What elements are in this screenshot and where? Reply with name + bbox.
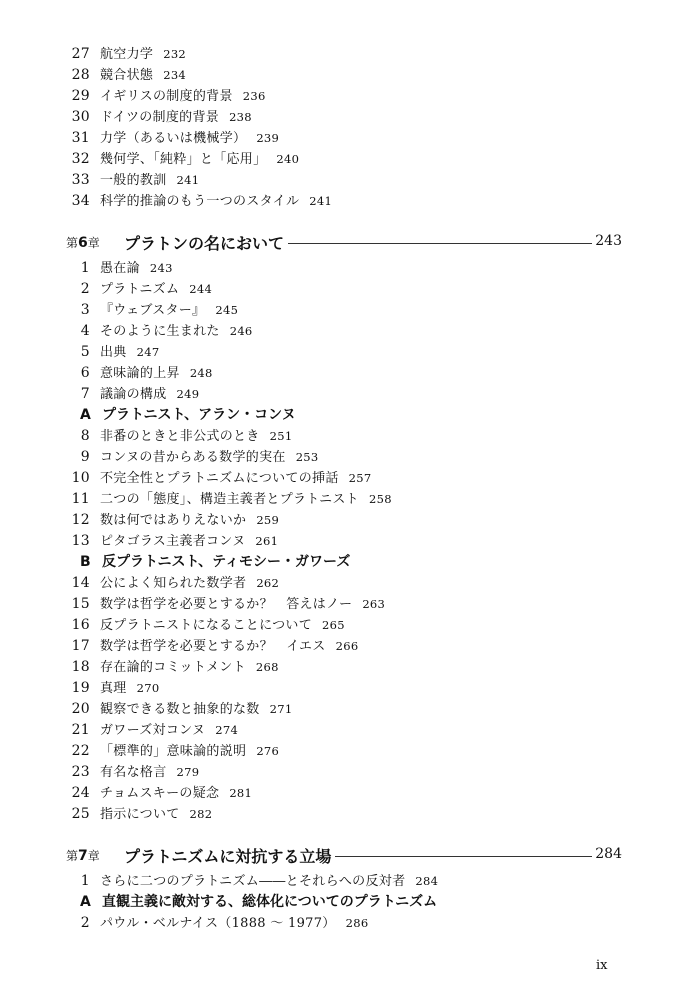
toc-entry: 10 不完全性とプラトニズムについての挿話 257 xyxy=(71,470,372,486)
chapter-page: 284 xyxy=(595,846,622,862)
toc-entry: 18 存在論的コミットメント 268 xyxy=(71,659,279,675)
toc-entry: 4 そのように生まれた 246 xyxy=(80,323,253,339)
toc-entry: 31 力学（あるいは機械学） 239 xyxy=(71,130,280,146)
toc-entry: 7 議論の構成 249 xyxy=(80,386,200,402)
page-number: ix xyxy=(596,958,608,973)
toc-entry: 28 競合状態 234 xyxy=(71,67,187,83)
toc-entry: 1 愚在論 243 xyxy=(80,260,173,276)
toc-entry: 30 ドイツの制度的背景 238 xyxy=(71,109,252,125)
chapter-title: プラトニズムに対抗する立場 xyxy=(124,844,335,867)
toc-entry: 1 さらに二つのプラトニズム――とそれらへの反対者 284 xyxy=(80,873,439,889)
section-heading: A 直観主義に敵対する、総体化についてのプラトニズム xyxy=(80,894,438,910)
toc-entry: 20 観察できる数と抽象的な数 271 xyxy=(71,701,293,717)
toc-entry: 29 イギリスの制度的背景 236 xyxy=(71,88,266,104)
toc-entry: 5 出典 247 xyxy=(80,344,160,360)
toc-entry: 6 意味論的上昇 248 xyxy=(80,365,213,381)
chapter-heading xyxy=(66,843,622,869)
toc-entry: 16 反プラトニストになることについて 265 xyxy=(71,617,345,633)
toc-entry: 25 指示について 282 xyxy=(71,806,213,822)
toc-entry: 15 数学は哲学を必要とするか？ 答えはノー 263 xyxy=(71,596,386,612)
toc-entry: 32 幾何学、「純粋」と「応用」 240 xyxy=(71,151,300,167)
toc-entry: 34 科学的推論のもう一つのスタイル 241 xyxy=(71,193,333,209)
toc-entry: 19 真理 270 xyxy=(71,680,160,696)
chapter-label: 第7章 xyxy=(66,848,100,864)
section-heading: A プラトニスト、アラン・コンヌ xyxy=(80,407,296,423)
toc-entry: 2 パウル・ベルナイス（1888 ～ 1977） 286 xyxy=(80,915,369,931)
toc-entry: 8 非番のときと非公式のとき 251 xyxy=(80,428,293,444)
toc-entry: 13 ピタゴラス主義者コンヌ 261 xyxy=(71,533,279,549)
chapter-title: プラトンの名において xyxy=(124,231,288,254)
toc-entry: 23 有名な格言 279 xyxy=(71,764,200,780)
toc-entry: 3 『ウェブスター』 245 xyxy=(80,302,239,318)
toc-entry: 27 航空力学 232 xyxy=(71,46,187,62)
toc-entry: 22 「標準的」意味論的説明 276 xyxy=(71,743,280,759)
chapter-heading xyxy=(66,230,622,256)
chapter-leader-rule xyxy=(266,243,592,244)
toc-entry: 11 二つの「態度」、構造主義者とプラトニスト 258 xyxy=(71,491,392,507)
toc-entry: 9 コンヌの昔からある数学的実在 253 xyxy=(80,449,319,465)
chapter-page: 243 xyxy=(595,233,622,249)
toc-entry: 12 数は何ではありえないか 259 xyxy=(71,512,280,528)
toc-entry: 14 公によく知られた数学者 262 xyxy=(71,575,280,591)
toc-entry: 17 数学は哲学を必要とするか？ イエス 266 xyxy=(71,638,359,654)
toc-entry: 2 プラトニズム 244 xyxy=(80,281,213,297)
toc-entry: 24 チョムスキーの疑念 281 xyxy=(71,785,253,801)
chapter-label: 第6章 xyxy=(66,235,100,251)
section-heading: B 反プラトニスト、ティモシー・ガワーズ xyxy=(80,554,351,570)
toc-entry: 21 ガワーズ対コンヌ 274 xyxy=(71,722,239,738)
toc-entry: 33 一般的教訓 241 xyxy=(71,172,200,188)
chapter-leader-rule xyxy=(316,856,592,857)
